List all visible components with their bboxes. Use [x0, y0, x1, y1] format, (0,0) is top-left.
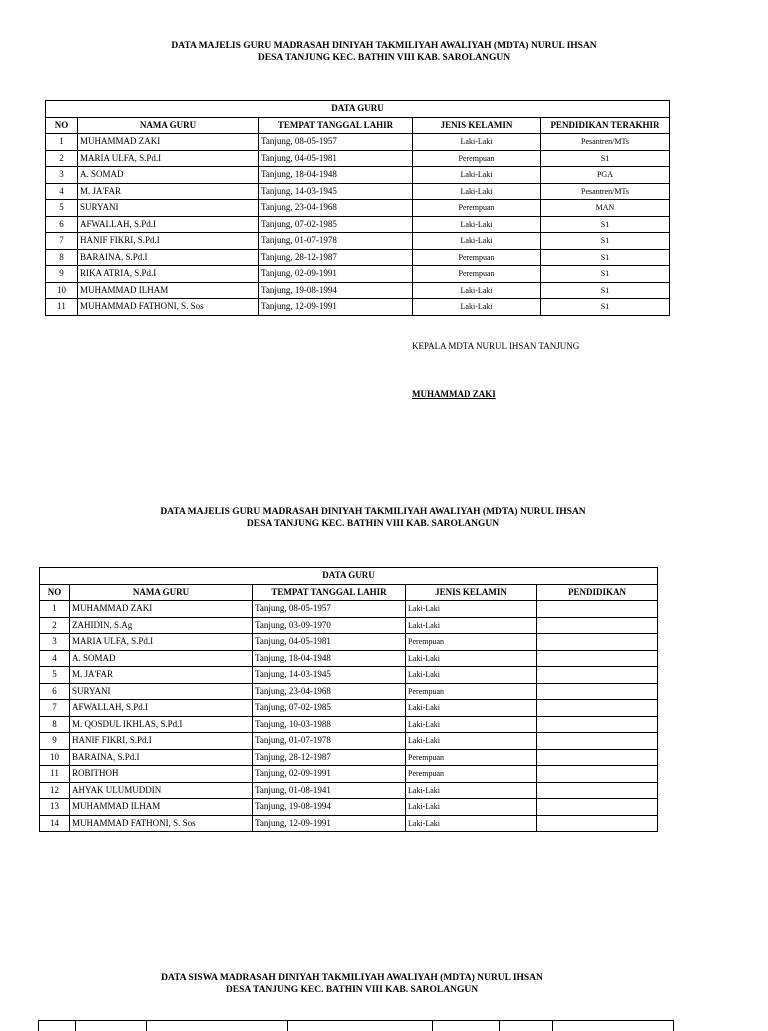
row-education: [537, 782, 658, 799]
table-row: [46, 134, 670, 151]
row-name: ROBITHOH: [70, 766, 253, 783]
table2-col-name: NAMA GURU: [70, 584, 253, 601]
table-row: [40, 650, 658, 667]
row-no: 9: [46, 266, 78, 283]
row-gender: Laki-Laki: [406, 782, 537, 799]
row-name: ZAHIDIN, S.Ag: [70, 617, 253, 634]
row-birth: Tanjung, 23-04-1968: [253, 683, 406, 700]
row-gender: Laki-Laki: [406, 716, 537, 733]
signature-name: MUHAMMAD ZAKI: [412, 389, 496, 399]
row-name: HANIF FIKRI, S.Pd.I: [70, 733, 253, 750]
row-name: MUHAMMAD ZAKI: [70, 601, 253, 618]
section1-heading: [0, 40, 768, 64]
table-row: [40, 667, 658, 684]
table2-body: [40, 601, 658, 832]
row-education: Pesantren/MTs: [541, 134, 670, 151]
section2-heading-line2: DESA TANJUNG KEC. BATHIN VIII KAB. SAROLANGUN: [0, 518, 757, 530]
table-row: [40, 799, 658, 816]
row-gender: Laki-Laki: [413, 282, 541, 299]
row-gender: Perempuan: [413, 200, 541, 217]
row-name: BARAINA, S.Pd.I: [78, 249, 259, 266]
row-birth: Tanjung, 07-02-1985: [253, 700, 406, 717]
row-no: 9: [40, 733, 70, 750]
row-no: 4: [40, 650, 70, 667]
section3-heading: [0, 972, 736, 996]
row-name: BARAINA, S.Pd.I: [70, 749, 253, 766]
table-row: [40, 601, 658, 618]
stub-cell: [288, 1021, 433, 1031]
row-no: 4: [46, 183, 78, 200]
row-education: [537, 617, 658, 634]
row-gender: Perempuan: [413, 266, 541, 283]
row-education: S1: [541, 216, 670, 233]
row-name: RIKA ATRIA, S.Pd.I: [78, 266, 259, 283]
table-row: [40, 683, 658, 700]
row-no: 5: [40, 667, 70, 684]
table-row: [40, 700, 658, 717]
table1-body: [46, 134, 670, 316]
row-no: 7: [46, 233, 78, 250]
row-no: 1: [40, 601, 70, 618]
row-name: A. SOMAD: [78, 167, 259, 184]
row-education: [537, 749, 658, 766]
row-gender: Laki-Laki: [413, 167, 541, 184]
row-education: Pesantren/MTs: [541, 183, 670, 200]
table-row: [40, 815, 658, 832]
row-birth: Tanjung, 28-12-1987: [259, 249, 413, 266]
row-education: [537, 733, 658, 750]
table2-col-birth: TEMPAT TANGGAL LAHIR: [253, 584, 406, 601]
row-birth: Tanjung, 19-08-1994: [259, 282, 413, 299]
row-no: 12: [40, 782, 70, 799]
row-no: 3: [40, 634, 70, 651]
table1-col-no: NO: [46, 117, 78, 134]
row-education: S1: [541, 233, 670, 250]
row-gender: Perempuan: [406, 683, 537, 700]
row-birth: Tanjung, 01-07-1978: [259, 233, 413, 250]
table1-title: DATA GURU: [46, 101, 670, 118]
teacher-table-1: [45, 100, 670, 316]
row-no: 11: [40, 766, 70, 783]
row-name: A. SOMAD: [70, 650, 253, 667]
row-no: 11: [46, 299, 78, 316]
row-name: SURYANI: [78, 200, 259, 217]
table-row: [46, 233, 670, 250]
table1-col-birth: TEMPAT TANGGAL LAHIR: [259, 117, 413, 134]
row-gender: Laki-Laki: [406, 700, 537, 717]
row-birth: Tanjung, 12-09-1991: [253, 815, 406, 832]
row-birth: Tanjung, 04-05-1981: [259, 150, 413, 167]
row-education: [537, 667, 658, 684]
signature-title: KEPALA MDTA NURUL IHSAN TANJUNG: [412, 341, 579, 351]
table-row: [40, 782, 658, 799]
row-education: S1: [541, 150, 670, 167]
table2-col-no: NO: [40, 584, 70, 601]
row-education: [537, 766, 658, 783]
table-row: [46, 299, 670, 316]
row-education: [537, 799, 658, 816]
row-gender: Laki-Laki: [413, 233, 541, 250]
row-gender: Laki-Laki: [406, 733, 537, 750]
row-birth: Tanjung, 18-04-1948: [259, 167, 413, 184]
row-birth: Tanjung, 28-12-1987: [253, 749, 406, 766]
row-education: [537, 716, 658, 733]
row-birth: Tanjung, 10-03-1988: [253, 716, 406, 733]
row-no: 5: [46, 200, 78, 217]
row-name: AFWALLAH, S.Pd.I: [78, 216, 259, 233]
row-no: 10: [40, 749, 70, 766]
row-birth: Tanjung, 08-05-1957: [259, 134, 413, 151]
row-name: AFWALLAH, S.Pd.I: [70, 700, 253, 717]
row-name: MARIA ULFA, S.Pd.I: [78, 150, 259, 167]
stub-cell: [500, 1021, 553, 1031]
row-no: 8: [46, 249, 78, 266]
table-row: [46, 266, 670, 283]
row-name: MUHAMMAD FATHONI, S. Sos: [78, 299, 259, 316]
row-no: 6: [40, 683, 70, 700]
row-birth: Tanjung, 02-09-1991: [253, 766, 406, 783]
row-no: 13: [40, 799, 70, 816]
row-no: 6: [46, 216, 78, 233]
row-birth: Tanjung, 14-03-1945: [259, 183, 413, 200]
table-row: [40, 733, 658, 750]
row-education: S1: [541, 282, 670, 299]
section3-heading-line2: DESA TANJUNG KEC. BATHIN VIII KAB. SAROLANGUN: [0, 984, 736, 996]
section2-heading-line1: DATA MAJELIS GURU MADRASAH DINIYAH TAKMILIYAH AWALIYAH (MDTA) NURUL IHSAN: [0, 506, 757, 518]
table1-col-gender: JENIS KELAMIN: [413, 117, 541, 134]
row-education: [537, 650, 658, 667]
stub-cell: [553, 1021, 674, 1031]
section2-heading: [0, 506, 757, 530]
row-birth: Tanjung, 19-08-1994: [253, 799, 406, 816]
row-name: M. JA'FAR: [78, 183, 259, 200]
row-no: 2: [46, 150, 78, 167]
row-birth: Tanjung, 03-09-1970: [253, 617, 406, 634]
row-gender: Perempuan: [406, 766, 537, 783]
stub-cell: [76, 1021, 147, 1031]
row-birth: Tanjung, 18-04-1948: [253, 650, 406, 667]
row-gender: Laki-Laki: [413, 216, 541, 233]
row-birth: Tanjung, 01-07-1978: [253, 733, 406, 750]
table-row: [40, 617, 658, 634]
table-row: [46, 282, 670, 299]
row-gender: Laki-Laki: [406, 815, 537, 832]
row-name: AHYAK ULUMUDDIN: [70, 782, 253, 799]
row-birth: Tanjung, 04-05-1981: [253, 634, 406, 651]
row-gender: Laki-Laki: [406, 601, 537, 618]
stub-cell: [433, 1021, 500, 1031]
row-birth: Tanjung, 12-09-1991: [259, 299, 413, 316]
row-gender: Perempuan: [413, 249, 541, 266]
row-name: M. QOSDUL IKHLAS, S.Pd.I: [70, 716, 253, 733]
row-birth: Tanjung, 07-02-1985: [259, 216, 413, 233]
row-education: S1: [541, 266, 670, 283]
row-no: 1: [46, 134, 78, 151]
row-name: MARIA ULFA, S.Pd.I: [70, 634, 253, 651]
row-gender: Laki-Laki: [406, 617, 537, 634]
table-row: [40, 716, 658, 733]
stub-cell: [147, 1021, 288, 1031]
row-birth: Tanjung, 14-03-1945: [253, 667, 406, 684]
stub-cell: [39, 1021, 76, 1031]
row-name: MUHAMMAD ILHAM: [70, 799, 253, 816]
row-education: S1: [541, 249, 670, 266]
row-birth: Tanjung, 08-05-1957: [253, 601, 406, 618]
section3-heading-line1: DATA SISWA MADRASAH DINIYAH TAKMILIYAH AWALIYAH (MDTA) NURUL IHSAN: [0, 972, 736, 984]
table-row: [46, 200, 670, 217]
row-name: MUHAMMAD ILHAM: [78, 282, 259, 299]
row-name: MUHAMMAD ZAKI: [78, 134, 259, 151]
row-name: M. JA'FAR: [70, 667, 253, 684]
table-row: [40, 766, 658, 783]
row-no: 3: [46, 167, 78, 184]
row-name: HANIF FIKRI, S.Pd.I: [78, 233, 259, 250]
table2-col-education: PENDIDIKAN: [537, 584, 658, 601]
row-education: [537, 634, 658, 651]
row-gender: Laki-Laki: [406, 799, 537, 816]
table-row: [40, 634, 658, 651]
row-education: [537, 815, 658, 832]
table-row: [46, 150, 670, 167]
row-no: 2: [40, 617, 70, 634]
row-education: [537, 683, 658, 700]
row-gender: Laki-Laki: [413, 134, 541, 151]
row-birth: Tanjung, 02-09-1991: [259, 266, 413, 283]
teacher-table-2: [39, 567, 658, 832]
row-no: 8: [40, 716, 70, 733]
table-row: [46, 183, 670, 200]
row-gender: Perempuan: [406, 749, 537, 766]
row-no: 14: [40, 815, 70, 832]
row-gender: Laki-Laki: [406, 667, 537, 684]
table2-title: DATA GURU: [40, 568, 658, 585]
row-birth: Tanjung, 23-04-1968: [259, 200, 413, 217]
section1-heading-line2: DESA TANJUNG KEC. BATHIN VIII KAB. SAROLANGUN: [0, 52, 768, 64]
row-education: [537, 601, 658, 618]
row-no: 7: [40, 700, 70, 717]
table-row: [46, 167, 670, 184]
row-education: S1: [541, 299, 670, 316]
row-no: 10: [46, 282, 78, 299]
table1-col-name: NAMA GURU: [78, 117, 259, 134]
table1-col-education: PENDIDIKAN TERAKHIR: [541, 117, 670, 134]
table-row: [40, 749, 658, 766]
row-education: PGA: [541, 167, 670, 184]
row-gender: Laki-Laki: [413, 299, 541, 316]
table-row: [46, 216, 670, 233]
row-education: MAN: [541, 200, 670, 217]
row-gender: Laki-Laki: [406, 650, 537, 667]
table2-col-gender: JENIS KELAMIN: [406, 584, 537, 601]
row-gender: Perempuan: [413, 150, 541, 167]
row-gender: Perempuan: [406, 634, 537, 651]
row-name: MUHAMMAD FATHONI, S. Sos: [70, 815, 253, 832]
student-table-stub: [38, 1020, 674, 1031]
row-birth: Tanjung, 01-08-1941: [253, 782, 406, 799]
row-education: [537, 700, 658, 717]
table-row: [46, 249, 670, 266]
section1-heading-line1: DATA MAJELIS GURU MADRASAH DINIYAH TAKMILIYAH AWALIYAH (MDTA) NURUL IHSAN: [0, 40, 768, 52]
row-gender: Laki-Laki: [413, 183, 541, 200]
row-name: SURYANI: [70, 683, 253, 700]
